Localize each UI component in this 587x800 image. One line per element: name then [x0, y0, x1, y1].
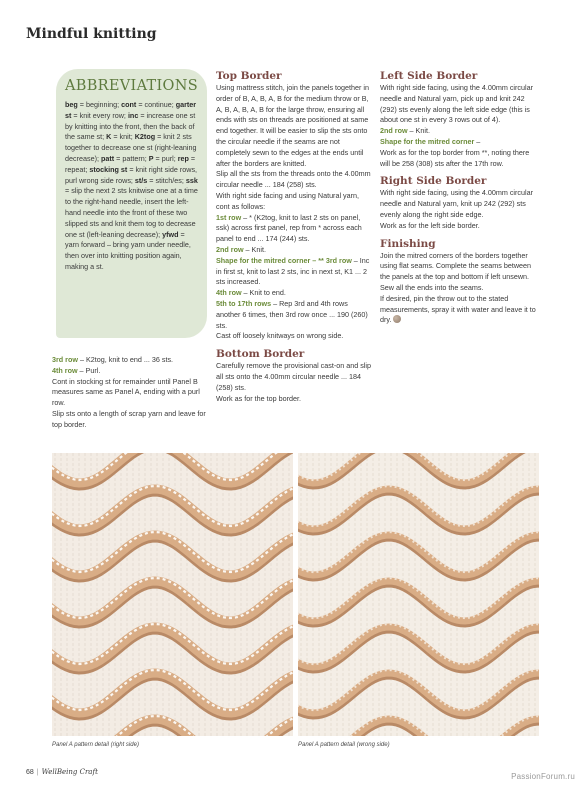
bottom-border-text	[216, 361, 371, 404]
instruction-line	[380, 126, 538, 137]
abbr-term: P	[148, 153, 154, 163]
instruction-text: – K2tog, knit to end ... 36 sts.	[77, 355, 174, 364]
abbr-definition: = slip the next 2 sts knitwise one at a time to the right-hand needle, insert the left-hand needle into the front of these two slipped sts and knit them tog to decrease one st (left-leaning decrease);	[65, 186, 198, 239]
instruction-text: Slip all the sts from the threads onto the 4.00mm circular needle ... 184 (258) sts.	[216, 169, 371, 190]
yarn-ball-icon	[393, 315, 401, 323]
abbr-definition: = yarn forward – bring yarn under needle, then over into knitting position again, making a st.	[65, 229, 191, 271]
instruction-line	[216, 361, 371, 393]
abbr-term: garter st	[65, 100, 197, 120]
instruction-text: Work as for the top border.	[216, 393, 301, 403]
row-label: Shape for the mitred corner	[380, 136, 475, 146]
column-left	[52, 355, 210, 431]
abbr-definition: = pattern;	[114, 153, 149, 163]
instruction-line	[216, 213, 371, 245]
instruction-text: With right side facing, using the 4.00mm circular needle and Natural yarn, pick up and knit 242 (292) sts evenly along the left side edge (this is about one st in every 3 rows out of 4).	[380, 83, 533, 125]
abbr-definition: = stitch/es;	[147, 175, 186, 185]
instruction-text: Cast off loosely knitways on wrong side.	[216, 331, 344, 341]
instruction-text: Cont in stocking st for remainder until Panel B measures same as Panel A, ending with a purl row.	[52, 376, 200, 408]
row-label: 3rd row	[52, 355, 78, 364]
abbr-term: stocking st	[89, 164, 128, 174]
abbr-term: patt	[100, 153, 115, 163]
left-side-border-heading: Left Side Border	[380, 70, 478, 82]
knit-photo-right-side	[52, 453, 293, 736]
instruction-text: If desired, pin the throw out to the stated measurements, spray it with water and leave it to dry.	[380, 293, 536, 325]
instruction-line	[216, 191, 371, 213]
instruction-text: With right side facing and using Natural yarn, cont as follows:	[216, 190, 360, 211]
instruction-text: Work as for the top border from **, noting there will be 258 (308) sts after the 17th row.	[380, 147, 530, 168]
abbr-definition: = continue;	[136, 100, 176, 109]
abbr-definition: = knit;	[111, 132, 135, 142]
instruction-line	[380, 294, 538, 326]
instruction-line	[52, 377, 210, 409]
abbr-definition: = knit every row;	[71, 110, 128, 120]
instruction-text: Using mattress stitch, join the panels together in order of B, A, B, A, B for the medium throw or B, A, B, A, B, A, B for the large throw, ensuring all ends with sts on threads are positioned at same end together. It will be easier to slip the sts onto the circular needle if the seams are not completely sewn to the edges at the ends until after the borders are knitted.	[216, 83, 370, 168]
abbr-term: st/s	[134, 175, 148, 185]
instruction-text: – Rep 3rd and 4th rows another 6 times, then 3rd row once ... 190 (260) sts.	[216, 298, 368, 330]
instruction-line	[216, 169, 371, 191]
abbr-term: cont	[121, 100, 137, 109]
page-title: Mindful knitting	[26, 26, 157, 42]
abbr-definition: = repeat;	[65, 153, 196, 174]
instruction-text: –	[474, 136, 481, 146]
top-border-heading: Top Border	[216, 70, 282, 82]
row-label: Shape for the mitred corner – ** 3rd row	[216, 255, 352, 265]
finishing-text	[380, 251, 538, 327]
instruction-line	[52, 355, 210, 366]
instruction-line	[380, 221, 538, 232]
instruction-text: – Knit to end.	[241, 288, 286, 298]
abbr-term: rep	[177, 153, 189, 163]
abbreviations-box	[56, 69, 207, 338]
instruction-line	[52, 366, 210, 377]
page-footer: 68 | WellBeing Craft	[26, 768, 98, 776]
instruction-line	[216, 331, 371, 342]
abbreviations-body	[65, 100, 198, 273]
right-side-border-heading: Right Side Border	[380, 175, 487, 188]
instruction-text: – Inc in first st, knit to last 2 sts, inc in next st, K1 ... 2 sts increased.	[216, 255, 370, 287]
instruction-text: Carefully remove the provisional cast-on and slip all sts onto the 4.00mm circular needle ... 184 (258) sts.	[216, 361, 372, 392]
instruction-text: – Knit.	[407, 126, 430, 136]
magazine-name: WellBeing Craft	[41, 768, 98, 776]
abbr-definition: = knit 2 sts together to decrease one st (right-leaning decrease);	[65, 132, 197, 163]
row-label: 2nd row	[380, 126, 408, 136]
abbr-definition: = increase one st by knitting into the front, then the back of the same st;	[65, 110, 196, 142]
instruction-line	[216, 83, 371, 169]
instruction-line	[52, 409, 210, 431]
photo-caption-wrong-side: Panel A pattern detail (wrong side)	[298, 742, 390, 748]
instruction-line	[216, 256, 371, 288]
instruction-text: Work as for the left side border.	[380, 220, 480, 230]
photo-caption-right-side: Panel A pattern detail (right side)	[52, 742, 139, 748]
instruction-text: – Purl.	[77, 365, 101, 375]
abbr-term: ssk	[185, 175, 198, 185]
instruction-line	[380, 148, 538, 170]
column-middle	[216, 70, 371, 404]
instruction-text: – Knit.	[243, 244, 266, 254]
instruction-text: With right side facing, using the 4.00mm circular needle and Natural yarn, knit up 242 (292) sts evenly along the right side edge.	[380, 188, 533, 219]
instruction-line	[216, 245, 371, 256]
abbr-term: inc	[127, 110, 139, 120]
instruction-line	[216, 299, 371, 331]
abbr-definition: = beginning;	[77, 100, 122, 109]
row-label: 4th row	[52, 365, 78, 375]
finishing-heading: Finishing	[380, 237, 436, 250]
instruction-text: Join the mitred corners of the borders together using flat seams. Complete the seams between the panels at the top and bottom if left unsewn. Sew all the ends into the seams.	[380, 250, 532, 292]
knit-photo-wrong-side	[298, 453, 539, 736]
row-label: 2nd row	[216, 244, 244, 254]
left-side-border-text	[380, 83, 538, 169]
page-number: 68	[26, 769, 34, 776]
abbr-term: K	[106, 132, 112, 142]
instruction-line	[380, 137, 538, 148]
right-side-border-text	[380, 188, 538, 231]
instruction-text: – * (K2tog, knit to last 2 sts on panel, ssk) across first panel, rep from * across each panel to end ... 174 (244) sts.	[216, 212, 362, 244]
abbr-definition: = purl;	[153, 153, 178, 163]
abbr-term: K2tog	[134, 132, 156, 142]
instruction-line	[380, 251, 538, 294]
bottom-border-heading: Bottom Border	[216, 348, 305, 361]
instruction-line	[380, 83, 538, 126]
column-right	[380, 70, 538, 326]
instruction-line	[216, 394, 371, 405]
instruction-text: Slip sts onto a length of scrap yarn and leave for top border.	[52, 408, 206, 429]
instruction-line	[216, 288, 371, 299]
row-label: 5th to 17th rows	[216, 298, 272, 308]
row-label: 4th row	[216, 288, 242, 298]
abbreviations-title: ABBREVIATIONS	[65, 78, 198, 94]
top-border-text	[216, 83, 371, 342]
instruction-line	[380, 188, 538, 220]
row-label: 1st row	[216, 212, 242, 222]
abbr-term: yfwd	[162, 229, 179, 239]
watermark: PassionForum.ru	[511, 772, 575, 781]
abbr-term: beg	[65, 100, 78, 109]
abbr-definition: = knit right side rows, purl wrong side rows;	[65, 164, 198, 185]
